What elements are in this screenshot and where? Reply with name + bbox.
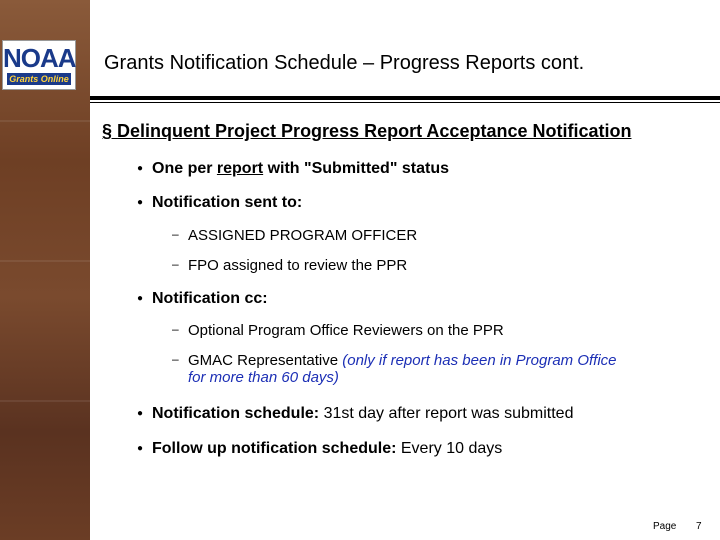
title-rule: [90, 96, 720, 100]
bullet-text: Follow up notification schedule: Every 10 days: [152, 440, 503, 457]
sidebar-stripe: [0, 120, 90, 122]
bullet-cc: [137, 290, 268, 308]
dash-icon: –: [172, 322, 179, 336]
sub-bullet-text: Optional Program Office Reviewers on the PPR: [188, 322, 504, 339]
footer-page-label: Page: [653, 521, 677, 532]
bullet-icon: ●: [137, 443, 144, 454]
section-heading-text: Delinquent Project Progress Report Acceptance Notification: [117, 121, 632, 141]
bullet-followup: [137, 440, 502, 458]
gmac-note: (only if report has been in Program Office: [342, 352, 617, 369]
bullet-sent-to: [137, 194, 302, 212]
bullet-icon: ●: [137, 293, 144, 304]
sidebar-stripe: [0, 400, 90, 402]
title-rule-thin: [90, 102, 720, 103]
report-link[interactable]: report: [216, 160, 264, 177]
sub-bullet-gmac: [172, 352, 617, 386]
sub-bullet-fpo: [172, 257, 407, 274]
logo-subtitle: Grants Online: [7, 73, 71, 85]
sub-bullet-program-officer: [172, 227, 417, 244]
bullet-text: Notification schedule: 31st day after report was submitted: [152, 405, 574, 422]
bullet-text: One per report with "Submitted" status: [152, 160, 449, 177]
bullet-text: Notification sent to:: [152, 194, 303, 211]
sub-bullet-text: GMAC Representative (only if report has been in Program Office for more than 60 days): [188, 352, 617, 386]
bullet-text: Notification cc:: [152, 290, 268, 307]
bullet-icon: ●: [137, 408, 144, 419]
gmac-note-line2: for more than 60 days): [188, 369, 339, 386]
bullet-icon: ●: [137, 163, 144, 174]
page-title: Grants Notification Schedule – Progress Reports cont.: [104, 52, 585, 74]
noaa-logo: [2, 40, 76, 90]
dash-icon: –: [172, 227, 179, 241]
section-marker: §: [102, 121, 113, 141]
sub-bullet-reviewers: [172, 322, 504, 339]
section-heading: [102, 121, 631, 142]
sidebar-stripe: [0, 260, 90, 262]
bullet-schedule: [137, 405, 573, 423]
bullet-one-per-report: [137, 160, 449, 178]
sub-bullet-text: FPO assigned to review the PPR: [188, 257, 408, 274]
logo-brand: NOAA: [3, 43, 76, 73]
footer-page-number: 7: [696, 521, 702, 532]
bullet-icon: ●: [137, 197, 144, 208]
sub-bullet-text: ASSIGNED PROGRAM OFFICER: [188, 227, 418, 244]
dash-icon: –: [172, 257, 179, 271]
dash-icon: –: [172, 352, 179, 366]
